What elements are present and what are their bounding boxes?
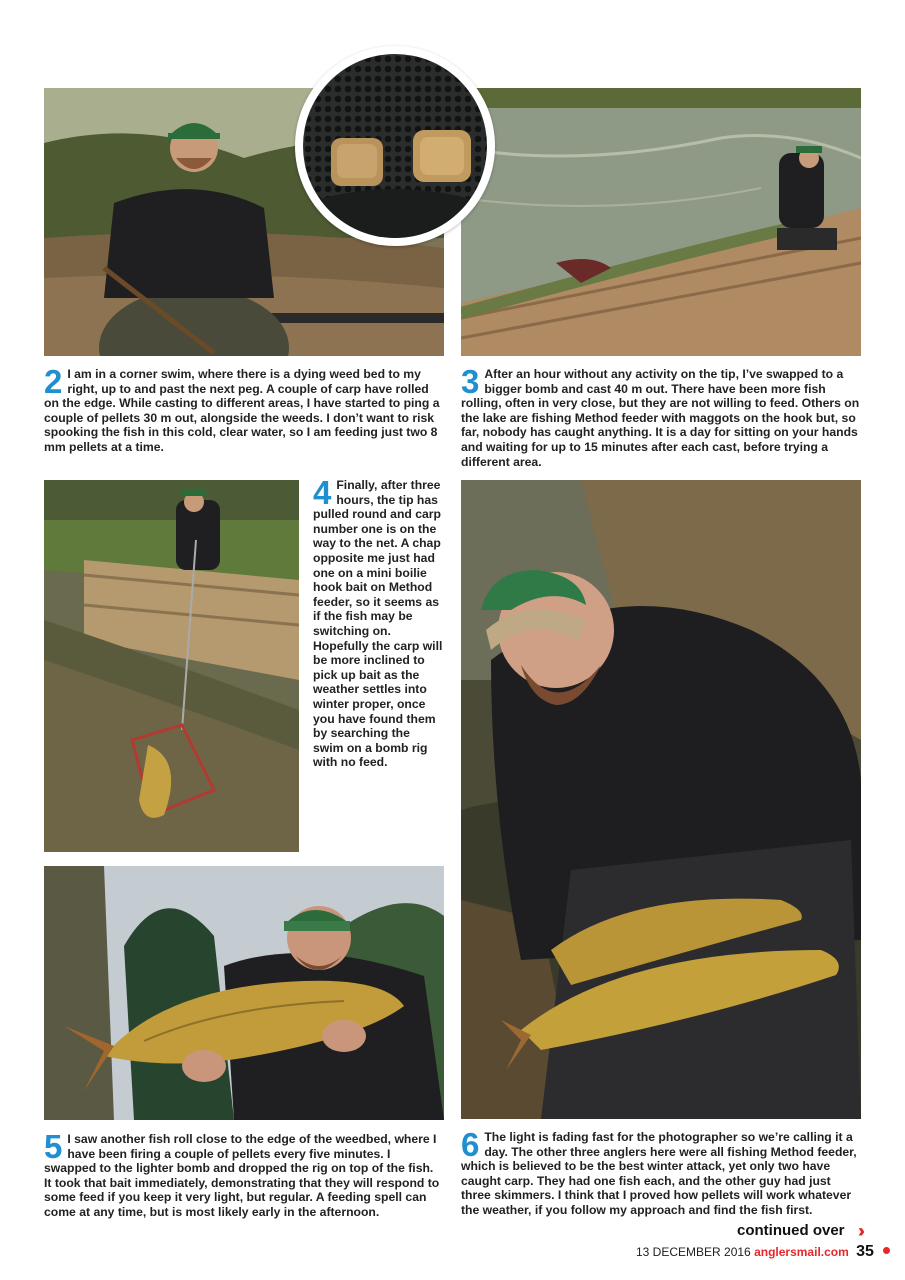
caption-step-3 bbox=[461, 363, 861, 469]
footer-site: anglersmail.com bbox=[754, 1245, 849, 1259]
photo-angler-holding-carp bbox=[44, 866, 444, 1120]
caption-step-4 bbox=[313, 474, 443, 770]
chevron-right-icon: ›› bbox=[858, 1221, 860, 1241]
continued-over-label: continued over bbox=[737, 1222, 845, 1239]
photo-lake-angler bbox=[461, 88, 861, 356]
page-number: 35 bbox=[856, 1243, 874, 1260]
caption-step-6 bbox=[461, 1126, 861, 1218]
step-number-2: 2 bbox=[44, 363, 63, 400]
caption-step-5 bbox=[44, 1128, 442, 1220]
footer-date: 13 DECEMBER 2016 bbox=[636, 1245, 751, 1259]
caption-text-6: The light is fading fast for the photographer so we’re calling it a day. The other three anglers here were all fishing Method feeder, which is believed to be the best winter attack, yet only two have caught carp. They had one fish each, and the other guy had just three skimmers. I think that I proved how pellets will work whatever the weather, if you follow my approach and find the fish first. bbox=[461, 1130, 857, 1217]
caption-step-2 bbox=[44, 363, 442, 455]
step-number-5: 5 bbox=[44, 1128, 63, 1165]
step-number-3: 3 bbox=[461, 363, 480, 400]
caption-text-2: I am in a corner swim, where there is a dying weed bed to my right, up to and past the next peg. A couple of carp have rolled on the edge. While casting to different areas, I have started to ping a couple of pellets 30 m out, alongside the weeds. I don’t want to risk spooking the fish in this cold, clear water, so I am feeding just two 8 mm pellets at a time. bbox=[44, 367, 440, 454]
step-number-6: 6 bbox=[461, 1126, 480, 1163]
photo-pellets-callout bbox=[295, 46, 495, 246]
step-number-4: 4 bbox=[313, 474, 332, 511]
photo-netting-carp bbox=[44, 480, 299, 852]
bullet-dot-icon bbox=[883, 1247, 890, 1254]
caption-text-4: Finally, after three hours, the tip has pulled round and carp number one is on the way to the net. A chap opposite me just had one on a mini boilie hook bait on Method feeder, so it seems as if the fish may be switching on. Hopefully the carp will be more inclined to pick up bait as the weather settles into winter proper, once you have found them by searching the swim on a bomb rig with no feed. bbox=[313, 478, 443, 770]
photo-two-carp-mat bbox=[461, 480, 861, 1119]
caption-text-5: I saw another fish roll close to the edge of the weedbed, where I have been firing a couple of pellets every five minutes. I swapped to the lighter bomb and dropped the rig on top of the fish. It took that bait immediately, demonstrating that they will respond to some feed if you keep it very light, but regular. A feeding spell can come at any time, but is most likely early in the afternoon. bbox=[44, 1132, 440, 1219]
page-footer bbox=[636, 1244, 890, 1260]
caption-text-3: After an hour without any activity on the tip, I’ve swapped to a bigger bomb and cast 40 m out. There have been more fish rolling, often in very close, but they are not willing to feed. Others on the lake are fishing Method feeder with maggots on the hook but, so far, nobody has caught anything. It is a day for sitting on your hands and waiting for up to 15 minutes after each cast, before trying a different area. bbox=[461, 367, 860, 469]
